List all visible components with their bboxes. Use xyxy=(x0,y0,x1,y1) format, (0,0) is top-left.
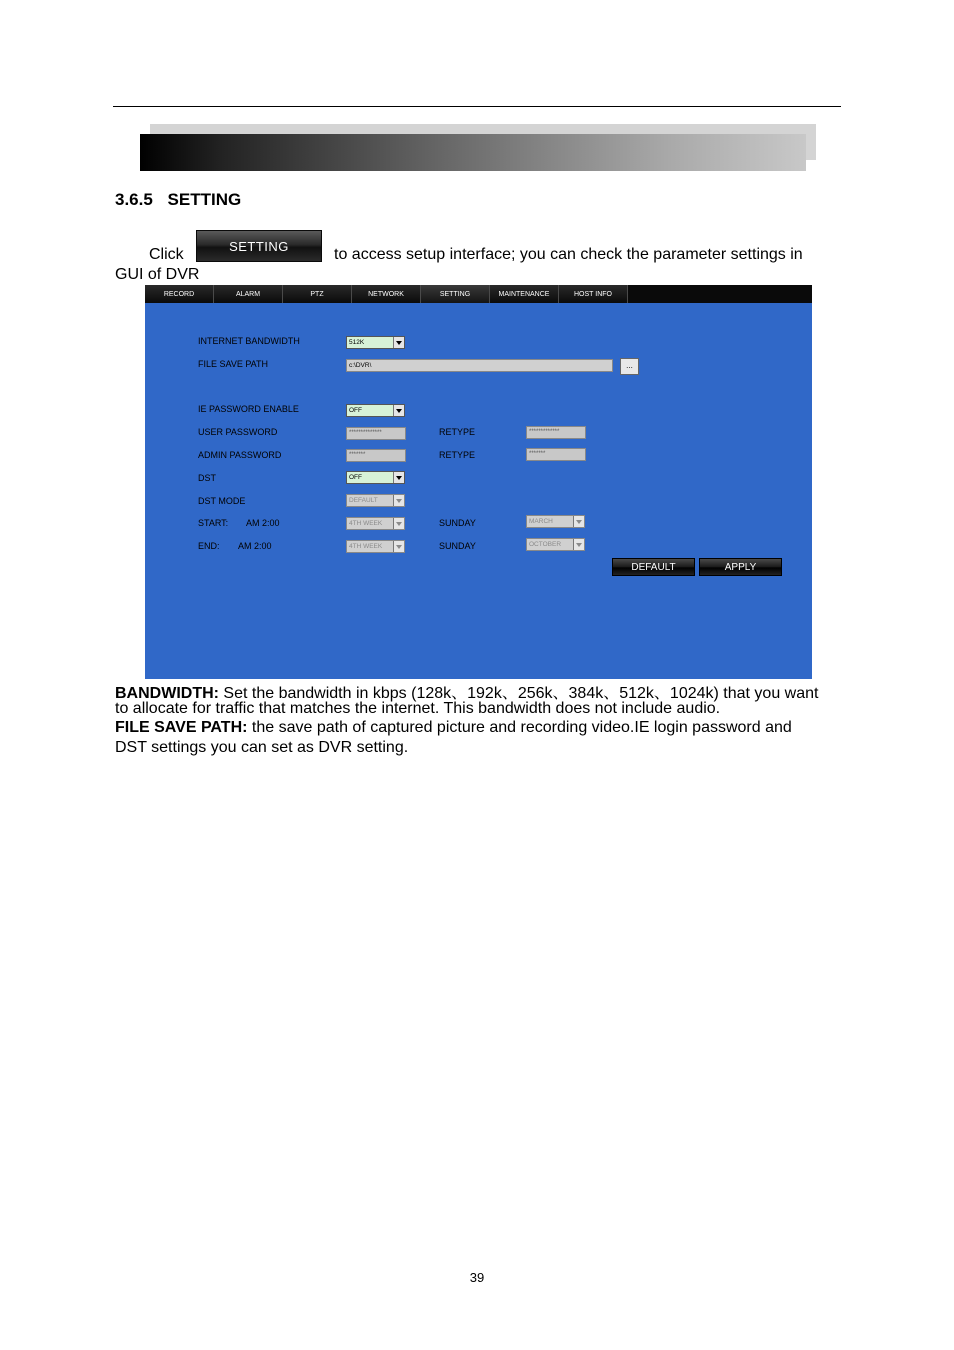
chevron-down-icon xyxy=(393,472,404,483)
user-password-retype-input[interactable]: ************* xyxy=(526,426,586,439)
bandwidth-description-line2: to allocate for traffic that matches the internet. This bandwidth does not include audio. xyxy=(115,700,721,717)
dst-mode-label: DST MODE xyxy=(198,496,246,506)
bandwidth-term: BANDWIDTH: xyxy=(115,685,219,702)
section-number: 3.6.5 xyxy=(115,190,153,209)
admin-password-retype-label: RETYPE xyxy=(439,450,476,460)
tab-network[interactable]: NETWORK xyxy=(352,285,421,303)
tab-setting[interactable]: SETTING xyxy=(421,285,490,303)
internet-bandwidth-select[interactable] xyxy=(346,336,405,349)
intro-text: to access setup interface; you can check the parameter settings in xyxy=(334,246,803,263)
start-label: START: xyxy=(198,518,229,528)
tab-host-info[interactable]: HOST INFO xyxy=(559,285,628,303)
dst-value: OFF xyxy=(349,474,362,481)
tab-maintenance[interactable]: MAINTENANCE xyxy=(490,285,559,303)
internet-bandwidth-value: 512K xyxy=(349,339,365,346)
end-week-select[interactable] xyxy=(346,540,405,553)
start-week-value: 4TH WEEK xyxy=(349,520,383,527)
file-save-path-input[interactable]: c:\DVR\ xyxy=(346,359,613,372)
ie-password-enable-select[interactable] xyxy=(346,404,405,417)
start-month-select[interactable] xyxy=(526,515,585,528)
internet-bandwidth-label: INTERNET BANDWIDTH xyxy=(198,336,300,346)
page-number: 39 xyxy=(469,1270,485,1285)
default-button[interactable]: DEFAULT xyxy=(612,558,695,576)
start-week-select[interactable] xyxy=(346,517,405,530)
dst-mode-select[interactable] xyxy=(346,494,405,507)
admin-password-label: ADMIN PASSWORD xyxy=(198,450,282,460)
chevron-down-icon xyxy=(573,539,584,550)
chevron-down-icon xyxy=(393,337,404,348)
end-time: AM 2:00 xyxy=(238,541,272,551)
end-month-value: OCTOBER xyxy=(529,541,562,548)
user-password-label: USER PASSWORD xyxy=(198,427,278,437)
chapter-banner xyxy=(140,134,806,171)
chevron-down-icon xyxy=(393,495,404,506)
end-week-value: 4TH WEEK xyxy=(349,543,383,550)
path-text: the save path of captured picture and recording video.IE login password and xyxy=(247,719,792,736)
path-description-line2: DST settings you can set as DVR setting. xyxy=(115,739,409,756)
bandwidth-text: Set the bandwidth in kbps (128k、192k、256k、384k、512k、1024k) that you want xyxy=(218,685,819,702)
section-title: SETTING xyxy=(167,190,242,209)
path-description xyxy=(115,719,792,737)
ie-password-enable-label: IE PASSWORD ENABLE xyxy=(198,404,299,414)
start-time: AM 2:00 xyxy=(246,518,280,528)
apply-button[interactable]: APPLY xyxy=(699,558,782,576)
start-day-label: SUNDAY xyxy=(439,518,476,528)
tab-alarm[interactable]: ALARM xyxy=(214,285,283,303)
setting-button-image: SETTING xyxy=(196,230,322,262)
tab-ptz[interactable]: PTZ xyxy=(283,285,352,303)
header-rule xyxy=(113,106,841,107)
browse-button[interactable]: ... xyxy=(620,358,639,375)
admin-password-input[interactable]: ******* xyxy=(346,449,406,462)
dvr-setting-screen xyxy=(145,285,812,679)
tab-record[interactable]: RECORD xyxy=(145,285,214,303)
ie-password-enable-value: OFF xyxy=(349,407,362,414)
admin-password-retype-input[interactable]: ******* xyxy=(526,448,586,461)
start-month-value: MARCH xyxy=(529,518,553,525)
intro-text-line2: GUI of DVR xyxy=(115,266,200,283)
tab-bar xyxy=(145,285,812,303)
user-password-input[interactable]: ************** xyxy=(346,427,406,440)
dst-mode-value: DEFAULT xyxy=(349,497,378,504)
end-day-label: SUNDAY xyxy=(439,541,476,551)
file-save-path-label: FILE SAVE PATH xyxy=(198,359,269,369)
chevron-down-icon xyxy=(393,541,404,552)
end-month-select[interactable] xyxy=(526,538,585,551)
chevron-down-icon xyxy=(573,516,584,527)
chevron-down-icon xyxy=(393,405,404,416)
end-label: END: xyxy=(198,541,220,551)
dst-label: DST xyxy=(198,473,216,483)
chevron-down-icon xyxy=(393,518,404,529)
path-term: FILE SAVE PATH: xyxy=(115,719,248,736)
intro-click-text: Click xyxy=(149,246,184,263)
dst-select[interactable] xyxy=(346,471,405,484)
user-password-retype-label: RETYPE xyxy=(439,427,476,437)
section-heading xyxy=(115,190,241,210)
